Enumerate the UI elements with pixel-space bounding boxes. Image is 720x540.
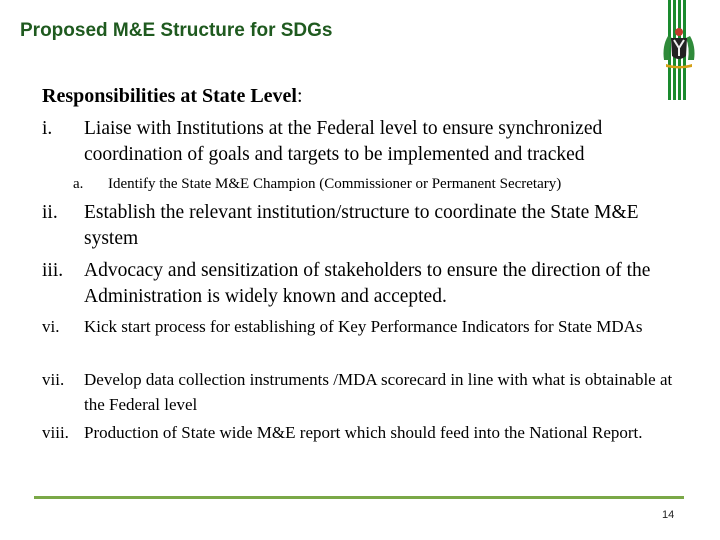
list-item-text: Production of State wide M&E report which should feed into the National Report. (84, 423, 643, 442)
list-item (42, 200, 677, 252)
slide-title: Proposed M&E Structure for SDGs (20, 20, 333, 41)
heading-colon: : (297, 85, 303, 107)
sub-list-item-number: a. (73, 176, 84, 192)
list-item (42, 367, 677, 417)
list-item-number: vii. (42, 370, 65, 389)
list-item-number: viii. (42, 423, 69, 442)
section-heading-text: Responsibilities at State Level (42, 85, 297, 107)
page-number: 14 (662, 509, 675, 521)
list-item-number: i. (42, 118, 53, 139)
sub-list-item (73, 174, 561, 194)
list-item-text: Kick start process for establishing of Key Performance Indicators for State MDAs (84, 317, 643, 336)
list-item-number: vi. (42, 317, 60, 336)
list-item-text: Liaise with Institutions at the Federal level to ensure synchronized coordination of goals and targets to be implemented and tracked (84, 118, 603, 165)
list-item (42, 420, 677, 445)
list-item-text: Advocacy and sensitization of stakeholders to ensure the direction of the Administration is widely known and accepted. (84, 260, 651, 307)
sub-list-item-text: Identify the State M&E Champion (Commissioner or Permanent Secretary) (108, 176, 562, 192)
list-item (42, 116, 677, 168)
footer-divider (34, 496, 684, 499)
list-item-number: iii. (42, 260, 64, 281)
list-item (42, 258, 677, 310)
section-heading (42, 85, 303, 108)
list-item-number: ii. (42, 202, 58, 223)
nigeria-coat-of-arms-icon (656, 24, 702, 70)
list-item (42, 314, 677, 339)
list-item-text: Develop data collection instruments /MDA scorecard in line with what is obtainable at the Federal level (84, 370, 673, 414)
list-item-text: Establish the relevant institution/structure to coordinate the State M&E system (84, 202, 639, 249)
